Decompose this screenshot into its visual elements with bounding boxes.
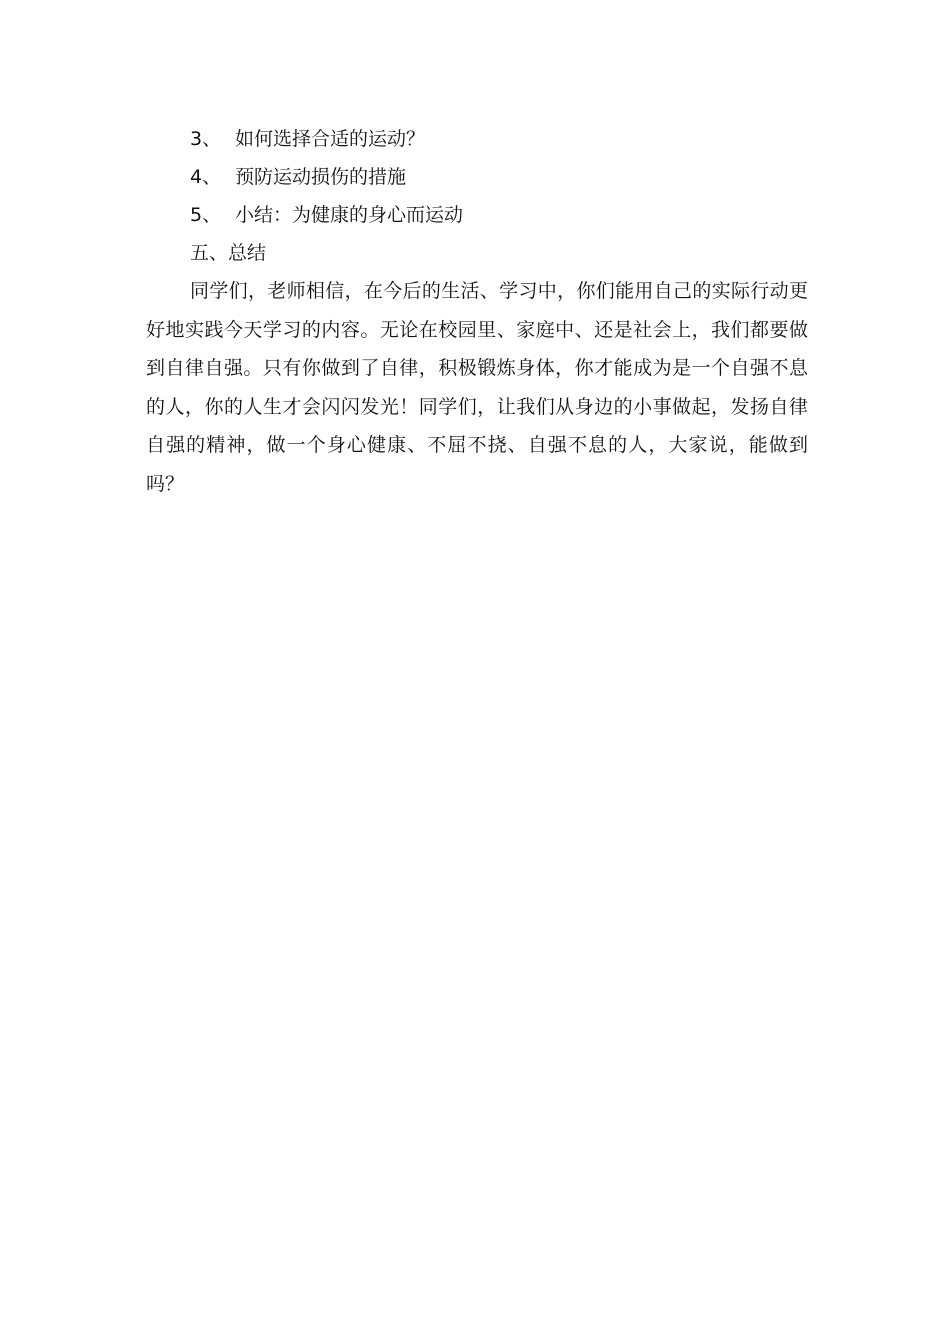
list-text: 如何选择合适的运动？: [235, 128, 426, 150]
section-heading: 五、总结: [190, 242, 267, 264]
list-item-5: [146, 196, 808, 234]
list-number: 3、: [190, 128, 222, 150]
document-body: [146, 120, 808, 503]
list-text: 小结：为健康的身心而运动: [235, 204, 464, 226]
list-item-3: [146, 120, 808, 158]
list-number: 4、: [190, 166, 222, 188]
list-number: 5、: [190, 204, 222, 226]
summary-paragraph: 同学们，老师相信，在今后的生活、学习中，你们能用自己的实际行动更好地实践今天学习的内容。无论在校园里、家庭中、还是社会上，我们都要做到自律自强。只有你做到了自律，积极锻炼身体，你才能成为是一个自强不息的人，你的人生才会闪闪发光！同学们，让我们从身边的小事做起，发扬自律自强的精神，做一个身心健康、不屈不挠、自强不息的人，大家说，能做到吗？: [146, 280, 808, 495]
list-item-4: [146, 158, 808, 196]
list-text: 预防运动损伤的措施: [235, 166, 407, 188]
